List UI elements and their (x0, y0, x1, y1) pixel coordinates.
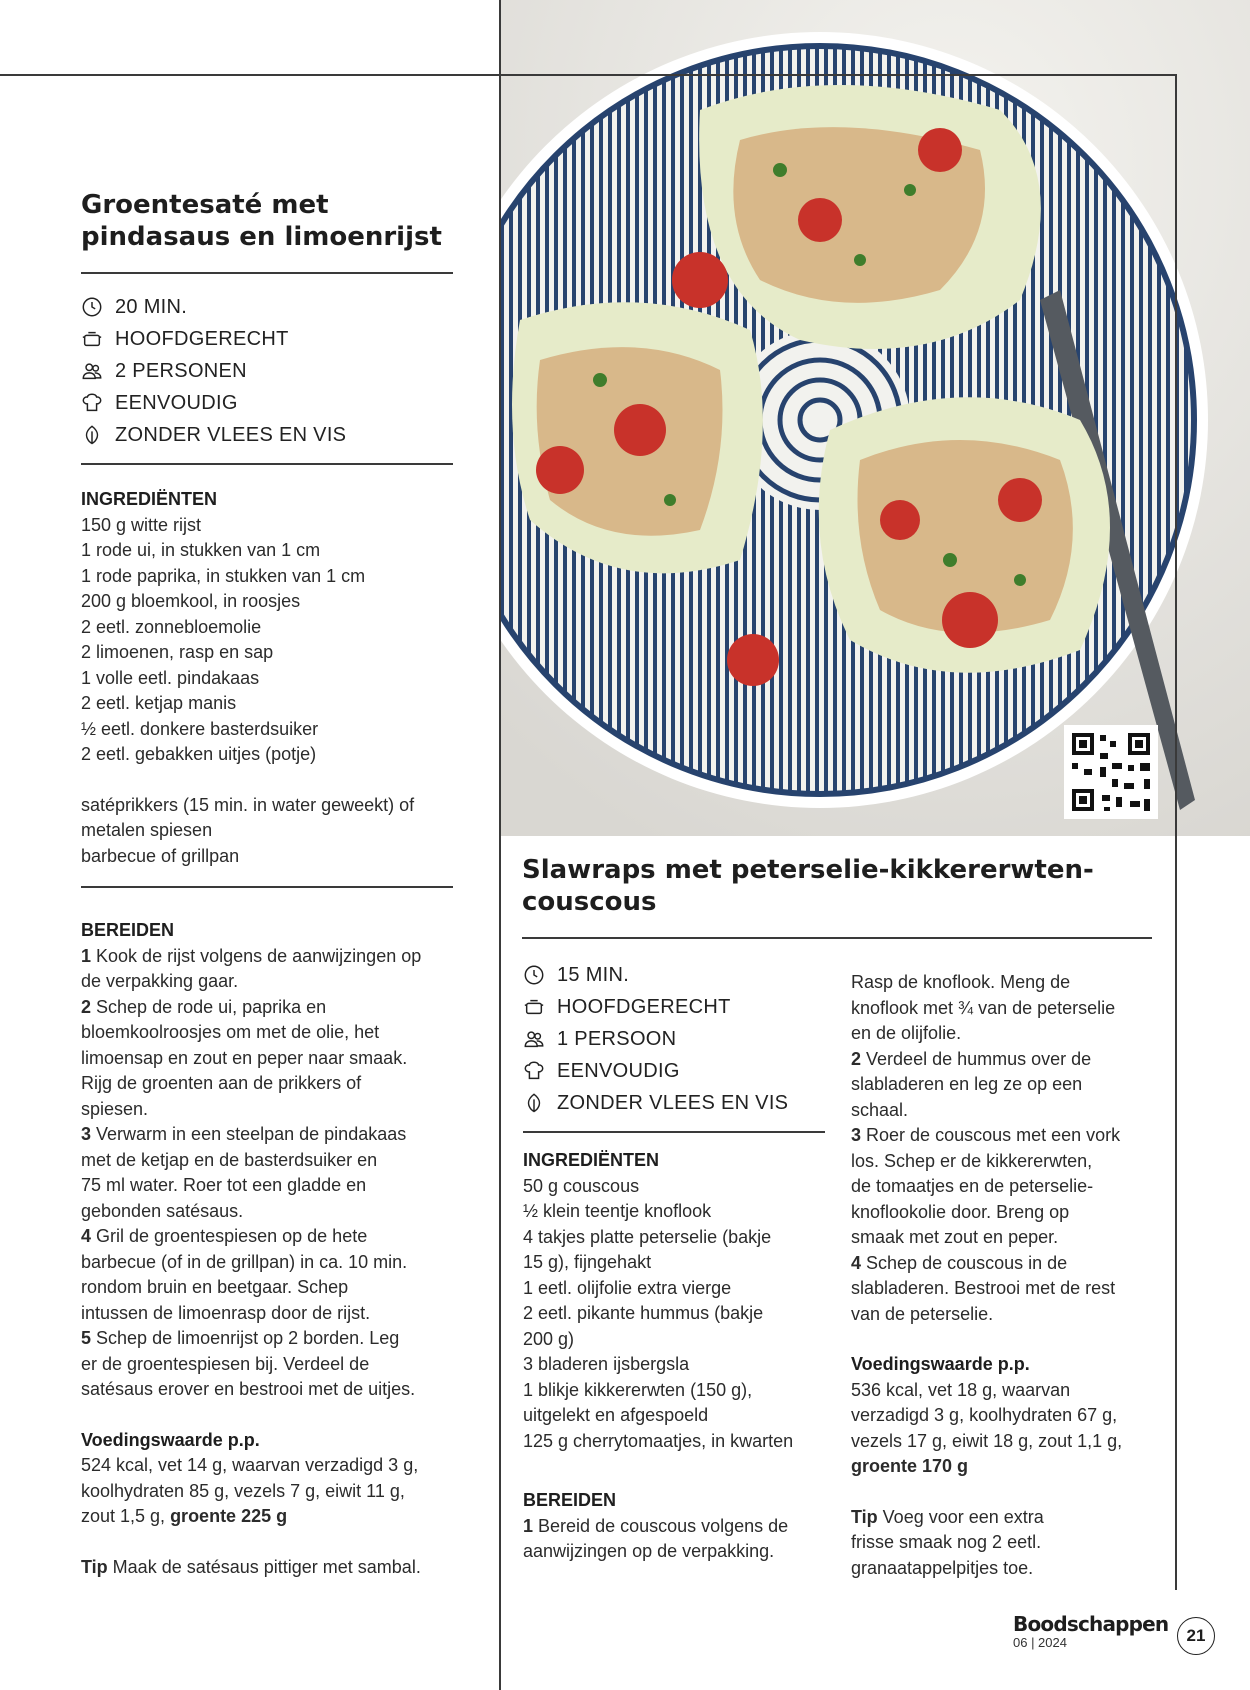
ingredient-item: 125 g cherrytomaatjes, in kwarten (523, 1430, 794, 1451)
left-meta-rule (81, 463, 453, 465)
nutrition-line: zout 1,5 g, groente 225 g (81, 1506, 288, 1526)
left-recipe (81, 189, 461, 253)
ingredient-item: 200 g) (523, 1328, 575, 1349)
ingredient-item: uitgelekt en afgespoeld (523, 1405, 709, 1425)
equipment-item: satéprikkers (15 min. in water geweekt) of (81, 794, 415, 815)
ingredients-heading: INGREDIËNTEN (523, 1150, 660, 1170)
chef-hat-icon (523, 1060, 545, 1082)
ingredient-item: 2 limoenen, rasp en sap (81, 642, 274, 662)
nutrition-line: verzadigd 3 g, koolhydraten 67 g, (851, 1405, 1118, 1425)
step: 5 Schep de limoenrijst op 2 borden. Leg (81, 1328, 400, 1348)
step: 2 Verdeel de hummus over de (851, 1048, 1092, 1069)
step: 2 Schep de rode ui, paprika en (81, 996, 327, 1017)
footer-brand-block (1013, 1612, 1183, 1650)
meta-difficulty: EENVOUDIG (81, 387, 461, 419)
steps-heading: BEREIDEN (81, 920, 175, 940)
chef-hat-icon (81, 392, 103, 414)
right-divider (1175, 74, 1177, 1590)
ingredient-item: 200 g bloemkool, in roosjes (81, 591, 301, 611)
steps-heading: BEREIDEN (523, 1490, 617, 1510)
nutrition-heading: Voedingswaarde p.p. (851, 1354, 1030, 1374)
pot-icon (81, 328, 103, 350)
ingredient-item: 1 rode paprika, in stukken van 1 cm (81, 565, 366, 586)
right-ingredients: INGREDIËNTEN 50 g couscous ½ klein teentje knoflook 4 takjes platte peterselie (bakje 15 g), fijngehakt 1 eetl. olijfolie extra vierge 2 eetl. pikante hummus (bakje 200 g) 3 bladeren ijsbergsla 1 blikje kikkererwten (150 g), uitgelekt en afgespoeld 125 g cherrytomaatjes, in kwarten BEREIDEN 1 Bereid de couscous volgens de aanwijzingen op de verpakking. (523, 1148, 833, 1565)
ingredient-item: 1 rode ui, in stukken van 1 cm (81, 540, 321, 560)
tip: Tip Maak de satésaus pittiger met sambal. (81, 1556, 421, 1577)
ingredient-item: 1 volle eetl. pindakaas (81, 667, 260, 688)
equipment-item: metalen spiesen (81, 820, 213, 840)
ingredient-item: 1 eetl. olijfolie extra vierge (523, 1277, 732, 1298)
meta-difficulty: EENVOUDIG (523, 1055, 823, 1087)
step: 3 Verwarm in een steelpan de pindakaas (81, 1124, 407, 1144)
leaf-icon (81, 424, 103, 446)
left-title-rule (81, 272, 453, 274)
center-divider (499, 0, 501, 1690)
ingredient-item: 4 takjes platte peterselie (bakje (523, 1226, 772, 1247)
ingredient-item: 15 g), fijngehakt (523, 1252, 652, 1272)
food-photo (500, 0, 1250, 836)
left-meta-list (81, 291, 461, 451)
nutrition-line: vezels 17 g, eiwit 18 g, zout 1,1 g, (851, 1430, 1123, 1451)
equipment-item: barbecue of grillpan (81, 845, 240, 866)
step: 3 Roer de couscous met een vork (851, 1125, 1121, 1145)
ingredient-item: 2 eetl. ketjap manis (81, 693, 237, 713)
meta-time: 15 MIN. (523, 959, 823, 991)
left-steps: BEREIDEN 1 Kook de rijst volgens de aanwijzingen op de verpakking gaar. 2 Schep de rode ui, paprika en bloemkoolroosjes om met de olie, het limoensap en zout en peper naar smaak. Rijg de groenten aan de prikkers of spiesen. 3 Verwarm in een steelpan de pindakaas met de ketjap en de basterdsuiker en 75 ml water. Roer tot een gladde en gebonden satésaus. 4 Gril de groentespiesen op de hete barbecue (of in de grillpan) in ca. 10 min. rondom bruin en beetgaar. Schep intussen de limoenrasp door de rijst. 5 Schep de limoenrijst op 2 borden. Leg er de groentespiesen bij. Verdeel de satésaus erover en bestrooi met de uitjes. Voedingswaarde p.p. 524 kcal, vet 14 g, waarvan verzadigd 3 g, koolhydraten 85 g, vezels 7 g, eiwit 11 g, zout 1,5 g, groente 225 g Tip Maak de satésaus pittiger met sambal. (81, 918, 481, 1580)
plate-illustration (500, 0, 1250, 836)
nutrition-heading: Voedingswaarde p.p. (81, 1429, 260, 1450)
meta-servings: 2 PERSONEN (81, 355, 461, 387)
step: 1 Bereid de couscous volgens de (523, 1515, 789, 1536)
ingredient-item: 2 eetl. pikante hummus (bakje (523, 1303, 764, 1323)
ingredient-item: ½ klein teentje knoflook (523, 1201, 712, 1221)
step: 4 Gril de groentespiesen op de hete (81, 1226, 368, 1246)
meta-servings: 1 PERSOON (523, 1023, 823, 1055)
ingredient-item: 3 bladeren ijsbergsla (523, 1354, 690, 1374)
clock-icon (81, 296, 103, 318)
right-recipe-title: Slawraps met peterselie-kikkererwten- couscous (522, 855, 1094, 917)
meta-course: HOOFDGERECHT (81, 323, 461, 355)
nutrition-line: 524 kcal, vet 14 g, waarvan verzadigd 3 g, (81, 1455, 419, 1475)
right-meta-list (523, 959, 823, 1119)
leaf-icon (523, 1092, 545, 1114)
ingredient-item: ½ eetl. donkere basterdsuiker (81, 718, 319, 739)
tip: Tip Voeg voor een extra (851, 1506, 1044, 1527)
people-icon (81, 360, 103, 382)
ingredient-item: 2 eetl. gebakken uitjes (potje) (81, 744, 317, 764)
ingredient-item: 50 g couscous (523, 1175, 640, 1196)
ingredient-item: 150 g witte rijst (81, 514, 202, 535)
issue-number: 06 | 2024 (1013, 1635, 1067, 1650)
step: 4 Schep de couscous in de (851, 1252, 1068, 1273)
right-title-rule (522, 937, 1152, 939)
top-rule (0, 74, 1176, 76)
step: 1 Kook de rijst volgens de aanwijzingen op (81, 945, 422, 966)
left-recipe-title: Groentesaté met pindasaus en limoenrijst (81, 190, 442, 252)
nutrition-line: 536 kcal, vet 18 g, waarvan (851, 1379, 1071, 1400)
brand-logo: Boodschappen (1013, 1612, 1169, 1636)
ingredients-heading: INGREDIËNTEN (81, 489, 218, 509)
meta-course: HOOFDGERECHT (523, 991, 823, 1023)
pot-icon (523, 996, 545, 1018)
page-number: 21 (1177, 1617, 1215, 1655)
nutrition-line: koolhydraten 85 g, vezels 7 g, eiwit 11 g, (81, 1480, 405, 1501)
meta-diet: ZONDER VLEES EN VIS (523, 1087, 823, 1119)
people-icon (523, 1028, 545, 1050)
clock-icon (523, 964, 545, 986)
ingredient-item: 1 blikje kikkererwten (150 g), (523, 1379, 753, 1400)
left-ingredients-rule (81, 886, 453, 888)
right-meta-rule (523, 1131, 825, 1133)
nutrition-line: groente 170 g (851, 1456, 969, 1476)
meta-time: 20 MIN. (81, 291, 461, 323)
right-recipe (522, 854, 1162, 918)
meta-diet: ZONDER VLEES EN VIS (81, 419, 461, 451)
left-ingredients (81, 487, 471, 869)
right-column-2: Rasp de knoflook. Meng de knoflook met ¾ van de peterselie en de olijfolie. 2 Verdeel de hummus over de slabladeren en leg ze op een schaal. 3 Roer de couscous met een vork los. Schep er de kikkererwten, de tomaatjes en de peterselie- knoflookolie door. Breng op smaak met zout en peper. 4 Schep de couscous in de slabladeren. Bestrooi met de rest van de peterselie. Voedingswaarde p.p. 536 kcal, vet 18 g, waarvan verzadigd 3 g, koolhydraten 67 g, vezels 17 g, eiwit 18 g, zout 1,1 g, groente 170 g Tip Voeg voor een extra frisse smaak nog 2 eetl. granaatappelpitjes toe. (851, 970, 1166, 1581)
ingredient-item: 2 eetl. zonnebloemolie (81, 616, 262, 637)
